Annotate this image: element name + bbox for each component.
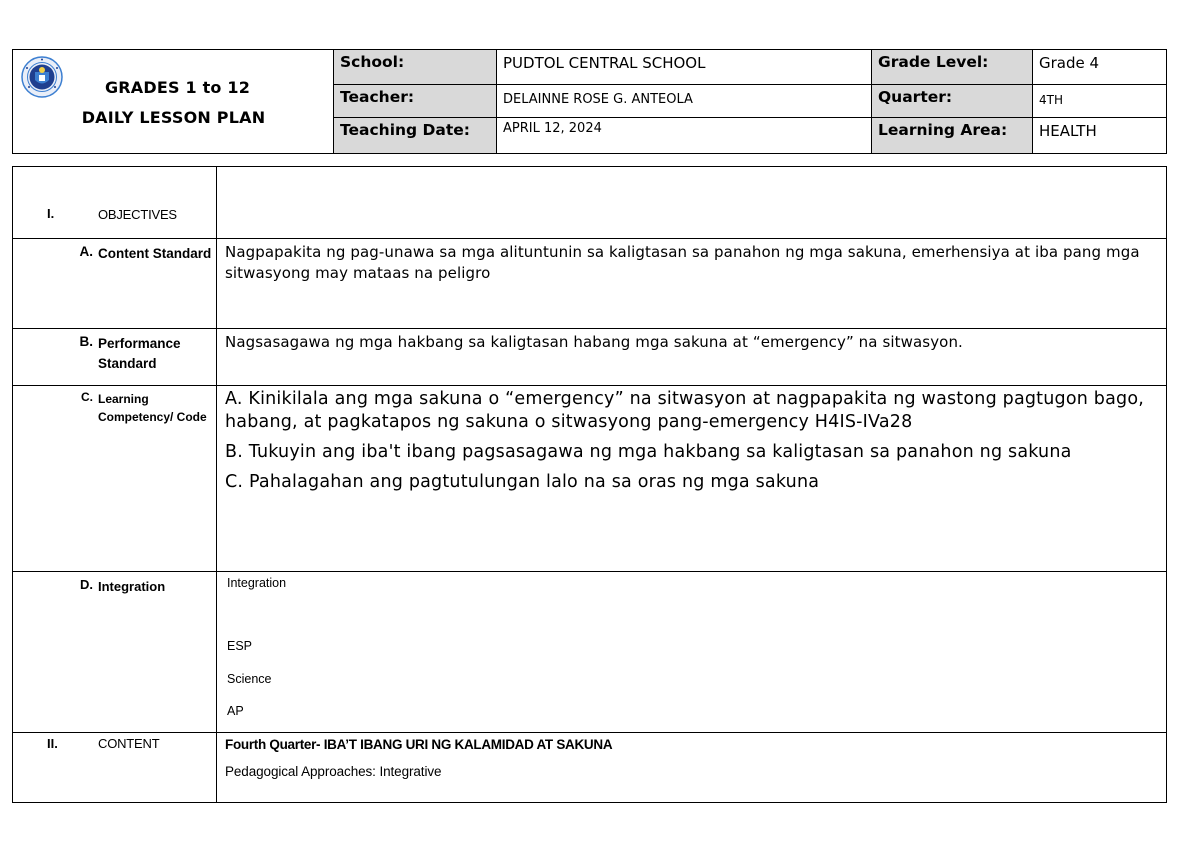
content-heading-cell <box>13 733 217 803</box>
teacher-value: DELAINNE ROSE G. ANTEOLA <box>497 85 872 118</box>
grade-level-value: Grade 4 <box>1033 50 1167 85</box>
competency-item: A. Kinikilala ang mga sakuna o “emergency” na sitwasyon at nagpapakita ng wastong pagtugon bago, habang, at pagkatapos ng sakuna o sitwasyong pang-emergency H4IS-IVa28 <box>225 389 1145 432</box>
item-label: Integration <box>98 579 166 594</box>
lesson-plan-table <box>12 166 1167 803</box>
content-standard-text: Nagpapakita ng pag-unawa sa mga alituntunin sa kaligtasan sa panahon ng mga sakuna, emerhensiya at iba pang mga sitwasyong may mataas na peligro <box>225 243 1140 282</box>
teacher-label: Teacher: <box>334 85 497 118</box>
objectives-content-cell <box>217 167 1167 239</box>
item-label: Content Standard <box>98 246 212 261</box>
school-value: PUDTOL CENTRAL SCHOOL <box>497 50 872 85</box>
integration-item: Science <box>227 672 272 686</box>
item-letter: B. <box>79 334 93 349</box>
integration-item: AP <box>227 704 244 718</box>
header-logo-cell <box>13 50 334 154</box>
integration-cell <box>217 572 1167 733</box>
title-line-2: DAILY LESSON PLAN <box>81 108 266 127</box>
header-table <box>12 49 1167 154</box>
learning-area-value: HEALTH <box>1033 118 1167 154</box>
content-row <box>13 733 1167 803</box>
integration-heading-cell <box>13 572 217 733</box>
grade-level-label: Grade Level: <box>872 50 1033 85</box>
item-letter: A. <box>79 244 93 259</box>
learning-competency-row <box>13 386 1167 572</box>
section-label: OBJECTIVES <box>98 207 177 222</box>
lesson-plan-title <box>13 73 334 133</box>
objectives-heading-cell <box>13 167 217 239</box>
pedagogical-approach: Pedagogical Approaches: Integrative <box>225 764 442 779</box>
competency-item: C. Pahalagahan ang pagtutulungan lalo na sa oras ng mga sakuna <box>225 472 820 492</box>
performance-standard-heading-cell <box>13 329 217 386</box>
performance-standard-cell <box>217 329 1167 386</box>
item-letter: C. <box>81 390 93 404</box>
integration-row <box>13 572 1167 733</box>
performance-standard-text: Nagsasagawa ng mga hakbang sa kaligtasan habang mga sakuna at “emergency” na sitwasyon. <box>225 333 963 351</box>
teaching-date-value: APRIL 12, 2024 <box>497 118 872 154</box>
teaching-date-label: Teaching Date: <box>334 118 497 154</box>
quarter-label: Quarter: <box>872 85 1033 118</box>
section-label: CONTENT <box>98 736 160 751</box>
content-title: Fourth Quarter- IBA’T IBANG URI NG KALAMIDAD AT SAKUNA <box>225 737 613 752</box>
title-line-1: GRADES 1 to 12 <box>104 78 251 97</box>
item-letter: D. <box>80 577 93 592</box>
performance-standard-row <box>13 329 1167 386</box>
item-label: Performance Standard <box>98 336 181 371</box>
competency-item: B. Tukuyin ang iba't ibang pagsasagawa ng mga hakbang sa kaligtasan sa panahon ng sakuna <box>225 442 1072 462</box>
content-standard-row <box>13 239 1167 329</box>
section-numeral: II. <box>47 736 58 751</box>
objectives-row <box>13 167 1167 239</box>
item-label: Learning Competency/ Code <box>98 392 207 424</box>
section-numeral: I. <box>47 206 55 221</box>
school-label: School: <box>334 50 497 85</box>
integration-item: ESP <box>227 639 253 653</box>
learning-competency-heading-cell <box>13 386 217 572</box>
integration-item: Integration <box>227 576 287 590</box>
learning-area-label: Learning Area: <box>872 118 1033 154</box>
content-standard-cell <box>217 239 1167 329</box>
content-cell <box>217 733 1167 803</box>
quarter-value: 4TH <box>1033 85 1167 118</box>
content-standard-heading-cell <box>13 239 217 329</box>
learning-competency-cell <box>217 386 1167 572</box>
